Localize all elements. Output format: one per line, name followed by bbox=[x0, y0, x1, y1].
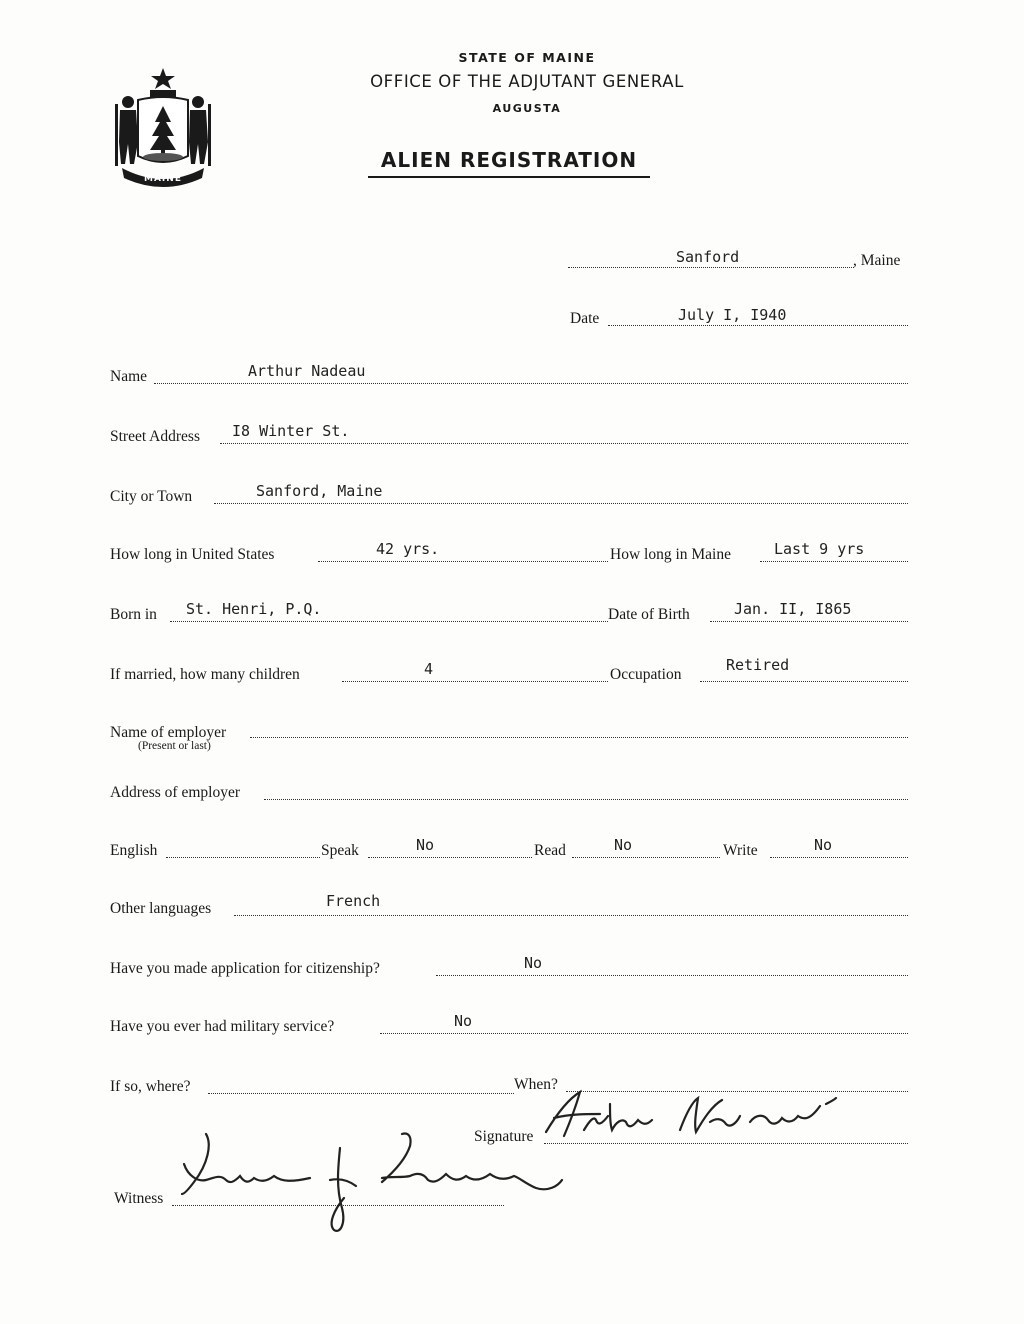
form-title: ALIEN REGISTRATION bbox=[368, 148, 650, 178]
children-value: 4 bbox=[424, 660, 434, 678]
born-in-label: Born in bbox=[110, 606, 157, 623]
speak-value: No bbox=[416, 836, 435, 854]
other-languages-label: Other languages bbox=[110, 900, 212, 917]
occupation-value: Retired bbox=[726, 656, 790, 674]
children-line bbox=[342, 681, 608, 682]
birth-date-line bbox=[710, 621, 908, 622]
read-label: Read bbox=[534, 842, 566, 859]
date-row bbox=[0, 306, 1024, 336]
us-duration-line bbox=[318, 561, 608, 562]
seal-banner-label: MAINE bbox=[144, 174, 182, 184]
military-line bbox=[380, 1033, 908, 1034]
born-in-line bbox=[170, 621, 608, 622]
where-label: If so, where? bbox=[110, 1078, 191, 1095]
other-languages-line bbox=[234, 915, 908, 916]
place-value: Sanford bbox=[676, 248, 740, 266]
occupation-line bbox=[700, 681, 908, 682]
maine-duration-line bbox=[760, 561, 908, 562]
street-line bbox=[220, 443, 908, 444]
duration-row bbox=[0, 542, 1024, 572]
birth-date-label: Date of Birth bbox=[608, 606, 690, 623]
name-label: Name bbox=[110, 368, 148, 385]
children-row bbox=[0, 656, 1024, 692]
employer-line bbox=[250, 737, 908, 738]
birth-row bbox=[0, 602, 1024, 632]
born-in-value: St. Henri, P.Q. bbox=[186, 600, 322, 618]
when-label: When? bbox=[514, 1076, 558, 1093]
english-label: English bbox=[110, 842, 158, 859]
place-line bbox=[568, 267, 854, 268]
city-value: Sanford, Maine bbox=[256, 482, 383, 500]
date-value: July I, I940 bbox=[678, 306, 787, 324]
header-city: AUGUSTA bbox=[492, 102, 562, 115]
children-label: If married, how many children bbox=[110, 666, 300, 683]
read-value: No bbox=[614, 836, 633, 854]
street-row bbox=[0, 424, 1024, 454]
other-languages-row bbox=[0, 892, 1024, 926]
date-label: Date bbox=[570, 310, 600, 327]
name-value: Arthur Nadeau bbox=[248, 362, 366, 380]
employer-address-line bbox=[264, 799, 908, 800]
us-duration-label: How long in United States bbox=[110, 546, 275, 563]
read-line bbox=[572, 857, 720, 858]
birth-date-value: Jan. II, I865 bbox=[734, 600, 852, 618]
citizenship-label: Have you made application for citizenship? bbox=[110, 960, 380, 977]
write-value: No bbox=[814, 836, 833, 854]
maine-duration-value: Last 9 yrs bbox=[774, 540, 865, 558]
english-line bbox=[166, 857, 320, 858]
city-line bbox=[214, 503, 908, 504]
citizenship-row bbox=[0, 956, 1024, 986]
us-duration-value: 42 yrs. bbox=[376, 540, 440, 558]
speak-line bbox=[368, 857, 532, 858]
witness-signature bbox=[170, 1124, 570, 1244]
name-line bbox=[154, 383, 908, 384]
write-line bbox=[770, 857, 908, 858]
where-line bbox=[208, 1093, 514, 1094]
military-row bbox=[0, 1014, 1024, 1044]
header-office: OFFICE OF THE ADJUTANT GENERAL bbox=[370, 72, 684, 91]
witness-label: Witness bbox=[114, 1190, 164, 1207]
where-when-row bbox=[0, 1074, 1024, 1104]
employer-label: Name of employer bbox=[110, 724, 227, 741]
city-label: City or Town bbox=[110, 488, 193, 505]
employer-address-label: Address of employer bbox=[110, 784, 240, 801]
employer-address-row bbox=[0, 780, 1024, 810]
english-row bbox=[0, 838, 1024, 868]
place-row bbox=[0, 248, 1024, 278]
city-row bbox=[0, 484, 1024, 514]
applicant-signature bbox=[530, 1084, 850, 1154]
header-state: STATE OF MAINE bbox=[458, 50, 596, 65]
other-languages-value: French bbox=[326, 892, 381, 910]
citizenship-value: No bbox=[524, 954, 543, 972]
write-label: Write bbox=[723, 842, 758, 859]
name-row bbox=[0, 364, 1024, 394]
employer-sublabel: (Present or last) bbox=[138, 740, 211, 752]
speak-label: Speak bbox=[321, 842, 359, 859]
military-value: No bbox=[454, 1012, 473, 1030]
signature-label: Signature bbox=[474, 1128, 534, 1145]
occupation-label: Occupation bbox=[610, 666, 682, 683]
military-label: Have you ever had military service? bbox=[110, 1018, 335, 1035]
employer-row bbox=[0, 720, 1024, 750]
street-label: Street Address bbox=[110, 428, 200, 445]
date-line bbox=[608, 325, 908, 326]
citizenship-line bbox=[436, 975, 908, 976]
street-value: I8 Winter St. bbox=[232, 422, 350, 440]
maine-duration-label: How long in Maine bbox=[610, 546, 731, 563]
place-suffix: , Maine bbox=[853, 252, 901, 269]
